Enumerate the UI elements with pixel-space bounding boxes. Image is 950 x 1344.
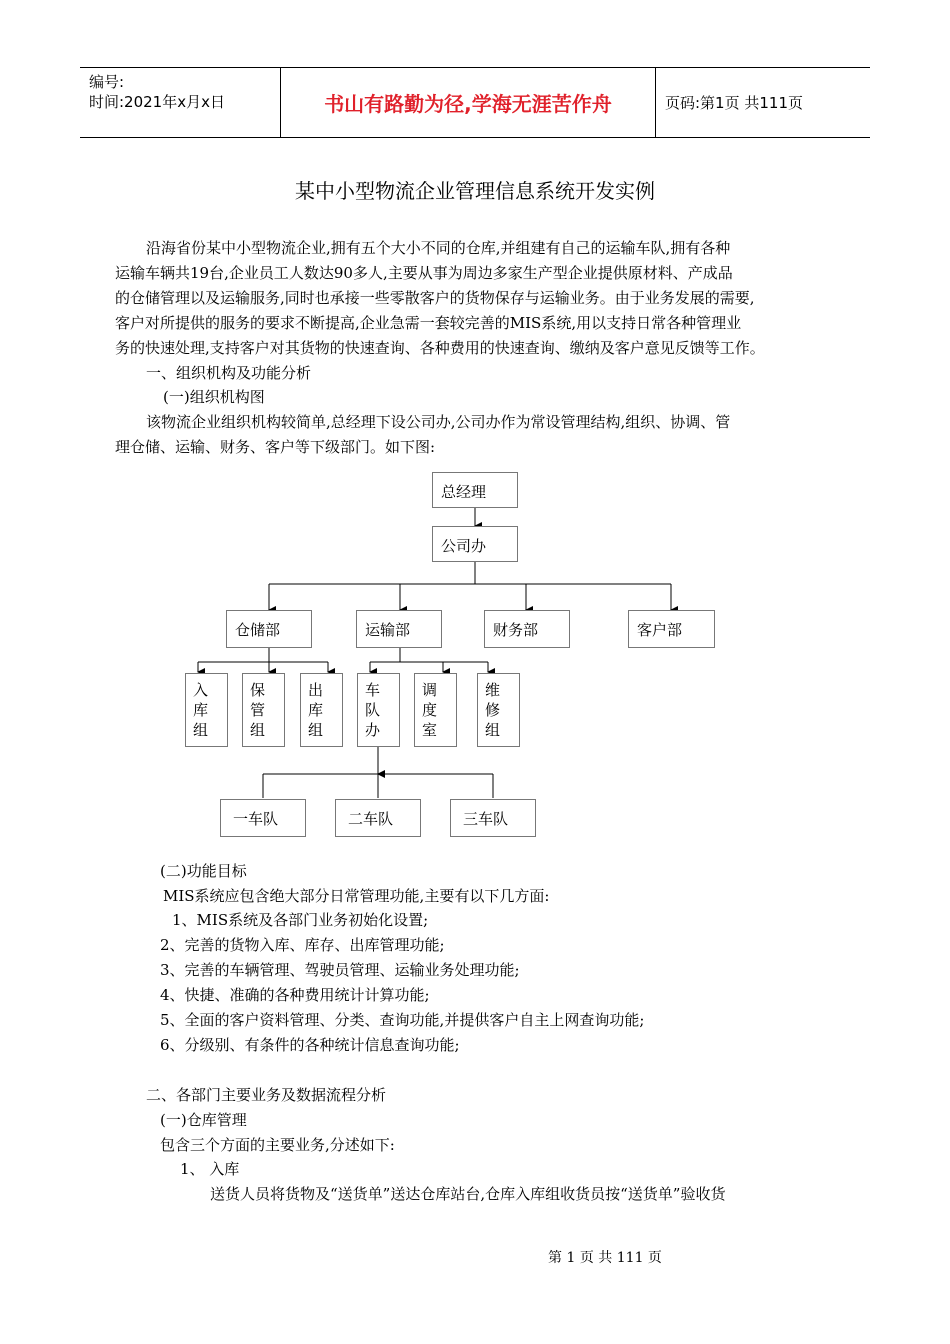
page-info: 页码:第1页 共111页	[665, 94, 803, 112]
intro-line-1: 沿海省份某中小型物流企业,拥有五个大小不同的仓库,并组建有自己的运输车队,拥有各种	[146, 239, 731, 257]
org-box-storage-group: 保管组	[242, 673, 285, 747]
function-item-1: 1、MIS系统及各部门业务初始化设置;	[172, 911, 429, 929]
org-box-inbound-group: 入库组	[185, 673, 228, 747]
org-box-transport-dept: 运输部	[356, 610, 442, 648]
org-box-general-manager: 总经理	[432, 472, 518, 508]
intro-line-4: 客户对所提供的服务的要求不断提高,企业急需一套较完善的MIS系统,用以支持日常各种管理业	[115, 314, 742, 332]
function-item-2: 2、完善的货物入库、库存、出库管理功能;	[160, 936, 445, 954]
intro-line-5: 务的快速处理,支持客户对其货物的快速查询、各种费用的快速查询、缴纳及客户意见反馈等工作。	[115, 339, 765, 357]
section-1-heading: 一、组织机构及功能分析	[146, 364, 312, 382]
org-box-company-office: 公司办	[432, 526, 518, 562]
org-box-fleet-office: 车队办	[357, 673, 400, 747]
function-intro: MIS系统应包含绝大部分日常管理功能,主要有以下几方面:	[163, 887, 550, 905]
function-item-5: 5、全面的客户资料管理、分类、查询功能,并提供客户自主上网查询功能;	[160, 1011, 645, 1029]
item-inbound-heading: 1、 入库	[180, 1160, 240, 1178]
function-item-3: 3、完善的车辆管理、驾驶员管理、运输业务处理功能;	[160, 961, 520, 979]
org-box-dispatch-room: 调度室	[414, 673, 457, 747]
motto: 书山有路勤为径,学海无涯苦作舟	[281, 68, 656, 137]
section-1-1-heading: (一)组织机构图	[163, 388, 265, 406]
section-1-2-heading: (二)功能目标	[160, 862, 247, 880]
org-box-fleet-1: 一车队	[220, 799, 306, 837]
org-box-outbound-group: 出库组	[300, 673, 343, 747]
inbound-text: 送货人员将货物及“送货单”送达仓库站台,仓库入库组收货员按“送货单”验收货	[210, 1185, 726, 1203]
org-box-finance-dept: 财务部	[484, 610, 570, 648]
function-item-4: 4、快捷、准确的各种费用统计计算功能;	[160, 986, 430, 1004]
org-box-repair-group: 维修组	[477, 673, 520, 747]
org-box-fleet-2: 二车队	[335, 799, 421, 837]
time-label: 时间:2021年x月x日	[89, 93, 225, 111]
number-label: 编号:	[89, 73, 125, 91]
org-box-warehouse-dept: 仓储部	[226, 610, 312, 648]
org-box-customer-dept: 客户部	[628, 610, 715, 648]
function-item-6: 6、分级别、有条件的各种统计信息查询功能;	[160, 1036, 460, 1054]
org-desc-line-1: 该物流企业组织机构较简单,总经理下设公司办,公司办作为常设管理结构,组织、协调、管	[146, 413, 731, 431]
section-2-1-heading: (一)仓库管理	[160, 1111, 247, 1129]
page-footer: 第 1 页 共 111 页	[548, 1250, 662, 1266]
org-box-fleet-3: 三车队	[450, 799, 536, 837]
intro-line-2: 运输车辆共19台,企业员工人数达90多人,主要从事为周边多家生产型企业提供原材料、产成品	[115, 264, 733, 282]
document-title: 某中小型物流企业管理信息系统开发实例	[295, 179, 655, 203]
org-desc-line-2: 理仓储、运输、财务、客户等下级部门。如下图:	[115, 438, 436, 456]
section-2-heading: 二、各部门主要业务及数据流程分析	[146, 1086, 387, 1104]
section-2-1-desc: 包含三个方面的主要业务,分述如下:	[160, 1136, 395, 1154]
intro-line-3: 的仓储管理以及运输服务,同时也承接一些零散客户的货物保存与运输业务。由于业务发展的需要,	[115, 289, 755, 307]
